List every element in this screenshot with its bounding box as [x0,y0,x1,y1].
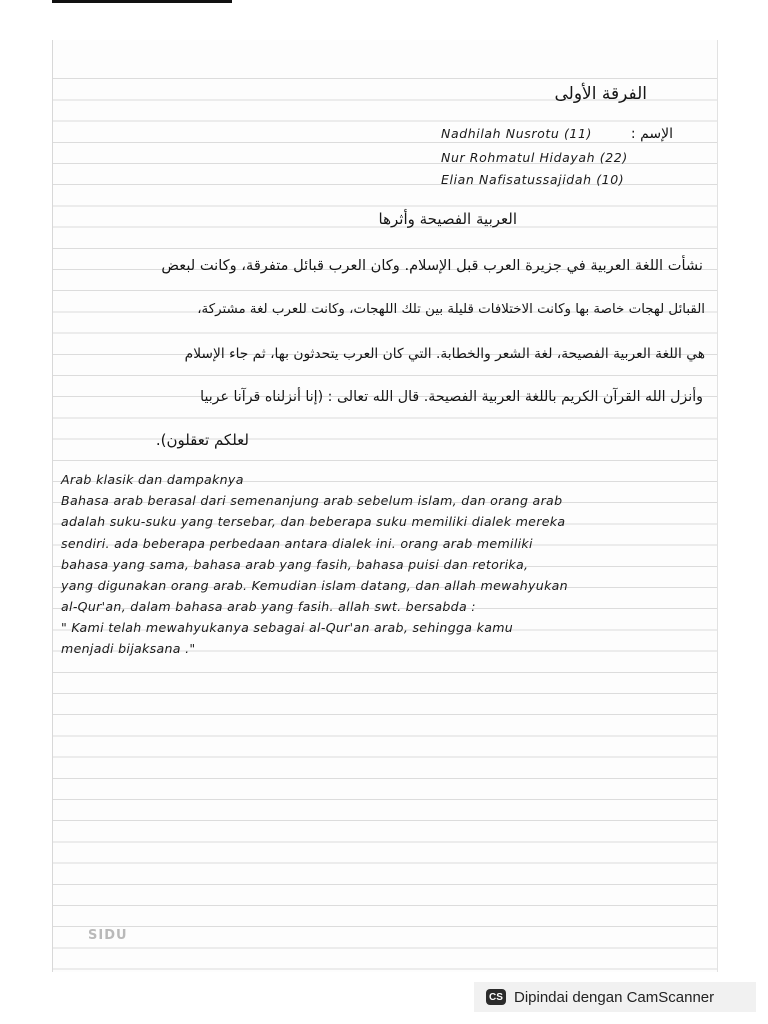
camscanner-watermark [474,982,756,1012]
arabic-line-4: وأنزل الله القرآن الكريم باللغة العربية الفصيحة. قال الله تعالى : (إنا أنزلناه قرآنا عربيا [200,389,703,405]
indonesian-line-8: menjadi bijaksana ." [61,641,196,656]
indonesian-line-1: Bahasa arab berasal dari semenanjung arab sebelum islam, dan orang arab [61,493,563,508]
paper-brand-logo: SIDU [88,928,128,943]
indonesian-line-2: adalah suku-suku yang tersebar, dan beberapa suku memiliki dialek mereka [61,514,566,529]
member-3: Elian Nafisatussajidah (10) [441,172,625,187]
arabic-line-2: القبائل لهجات خاصة بها وكانت الاختلافات قليلة بين تلك اللهجات، وكانت للعرب لغة مشتركة، [197,302,705,317]
top-edge-bar [52,0,232,3]
indonesian-line-4: bahasa yang sama, bahasa arab yang fasih, bahasa puisi dan retorika, [61,557,529,572]
indonesian-line-7: " Kami telah mewahyukanya sebagai al-Qur'an arab, sehingga kamu [61,620,514,635]
indonesian-line-3: sendiri. ada beberapa perbedaan antara dialek ini. orang arab memiliki [61,536,533,551]
arabic-heading: العربية الفصيحة وأثرها [378,210,517,228]
member-2: Nur Rohmatul Hidayah (22) [441,150,628,165]
notebook-page [52,40,718,972]
group-title: الفرقة الأولى [554,84,647,104]
camscanner-icon: CS [486,989,506,1005]
arabic-line-5: لعلكم تعقلون). [155,431,249,449]
indonesian-line-6: al-Qur'an, dalam bahasa arab yang fasih. allah swt. bersabda : [61,599,476,614]
indonesian-heading: Arab klasik dan dampaknya [61,472,244,487]
arabic-line-3: هي اللغة العربية الفصيحة، لغة الشعر والخطابة. التي كان العرب يتحدثون بها، ثم جاء الإسلام [184,346,705,362]
name-label: الإسم : [630,126,673,142]
member-1: Nadhilah Nusrotu (11) [441,126,592,141]
indonesian-line-5: yang digunakan orang arab. Kemudian islam datang, dan allah mewahyukan [61,578,568,593]
arabic-line-1: نشأت اللغة العربية في جزيرة العرب قبل الإسلام. وكان العرب قبائل متفرقة، وكانت لبعض [161,257,703,274]
camscanner-label: Dipindai dengan CamScanner [514,988,715,1006]
